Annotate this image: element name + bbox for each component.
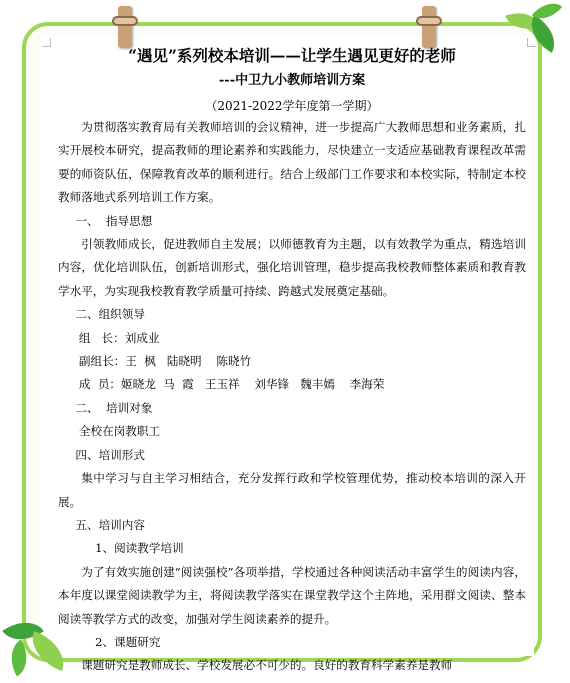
- section-heading: 二、组织领导: [75, 307, 145, 322]
- document-title: “遇见”系列校本培训——让学生遇见更好的老师: [128, 46, 456, 65]
- document-subtitle: ---中卫九小教师培训方案: [218, 73, 366, 88]
- section-heading: 一、 指导思想: [75, 213, 153, 228]
- training-plan-document: [58, 44, 526, 678]
- vice-leader-line: 副组长：王 枫 陆晓明 陈晓竹: [78, 354, 252, 369]
- members-line: 成 员：姬晓龙 马 霞 王玉祥 刘华锋 魏丰嫣 李海荣: [78, 377, 385, 392]
- subsection-heading: 2、课题研究: [95, 634, 161, 649]
- section-body: 全校在岗教职工: [78, 424, 161, 439]
- crop-mark-top-left: [42, 38, 51, 47]
- section-body: 引领教师成长，促进教师自主发展；以师德教育为主题，以有效教学为重点，精选培训内容，优化培训队伍，创新培训形式，强化培训管理，稳步提高我校教师整体素质和教育教学水平，为实现我校教育教学质量可持续、跨越式发展奠定基础。: [58, 237, 526, 298]
- section-heading: 四、培训形式: [75, 447, 145, 462]
- leader-line: 组 长：刘成业: [78, 330, 160, 345]
- section-heading: 二、 培训对象: [75, 400, 153, 415]
- section-body: 集中学习与自主学习相结合，充分发挥行政和学校管理优势，推动校本培训的深入开展。: [58, 471, 526, 509]
- intro-paragraph: 为贯彻落实教育局有关教师培训的会议精神，进一步提高广大教师思想和业务素质，扎实开展校本研究，提高教师的理论素养和实践能力，尽快建立一支适应基础教育课程改革需要的师资队伍，保障教育改革的顺利进行。结合上级部门工作要求和本校实际，特制定本校教师落地式系列培训工作方案。: [58, 120, 526, 205]
- school-term: （2021-2022学年度第一学期）: [205, 99, 379, 113]
- section-heading: 五、培训内容: [75, 517, 145, 532]
- subsection-body: 课题研究是教师成长、学校发展必不可少的。良好的教育科学素养是教师: [81, 658, 453, 673]
- subsection-body: 为了有效实施创建“阅读强校”各项举措，学校通过各种阅读活动丰富学生的阅读内容，本年度以课堂阅读教学为主，将阅读教学落实在课堂教学这个主阵地，采用群文阅读、整本阅读等教学方式的改变，加强对学生阅读素养的提升。: [58, 564, 526, 626]
- subsection-heading: 1、阅读教学培训: [95, 541, 184, 556]
